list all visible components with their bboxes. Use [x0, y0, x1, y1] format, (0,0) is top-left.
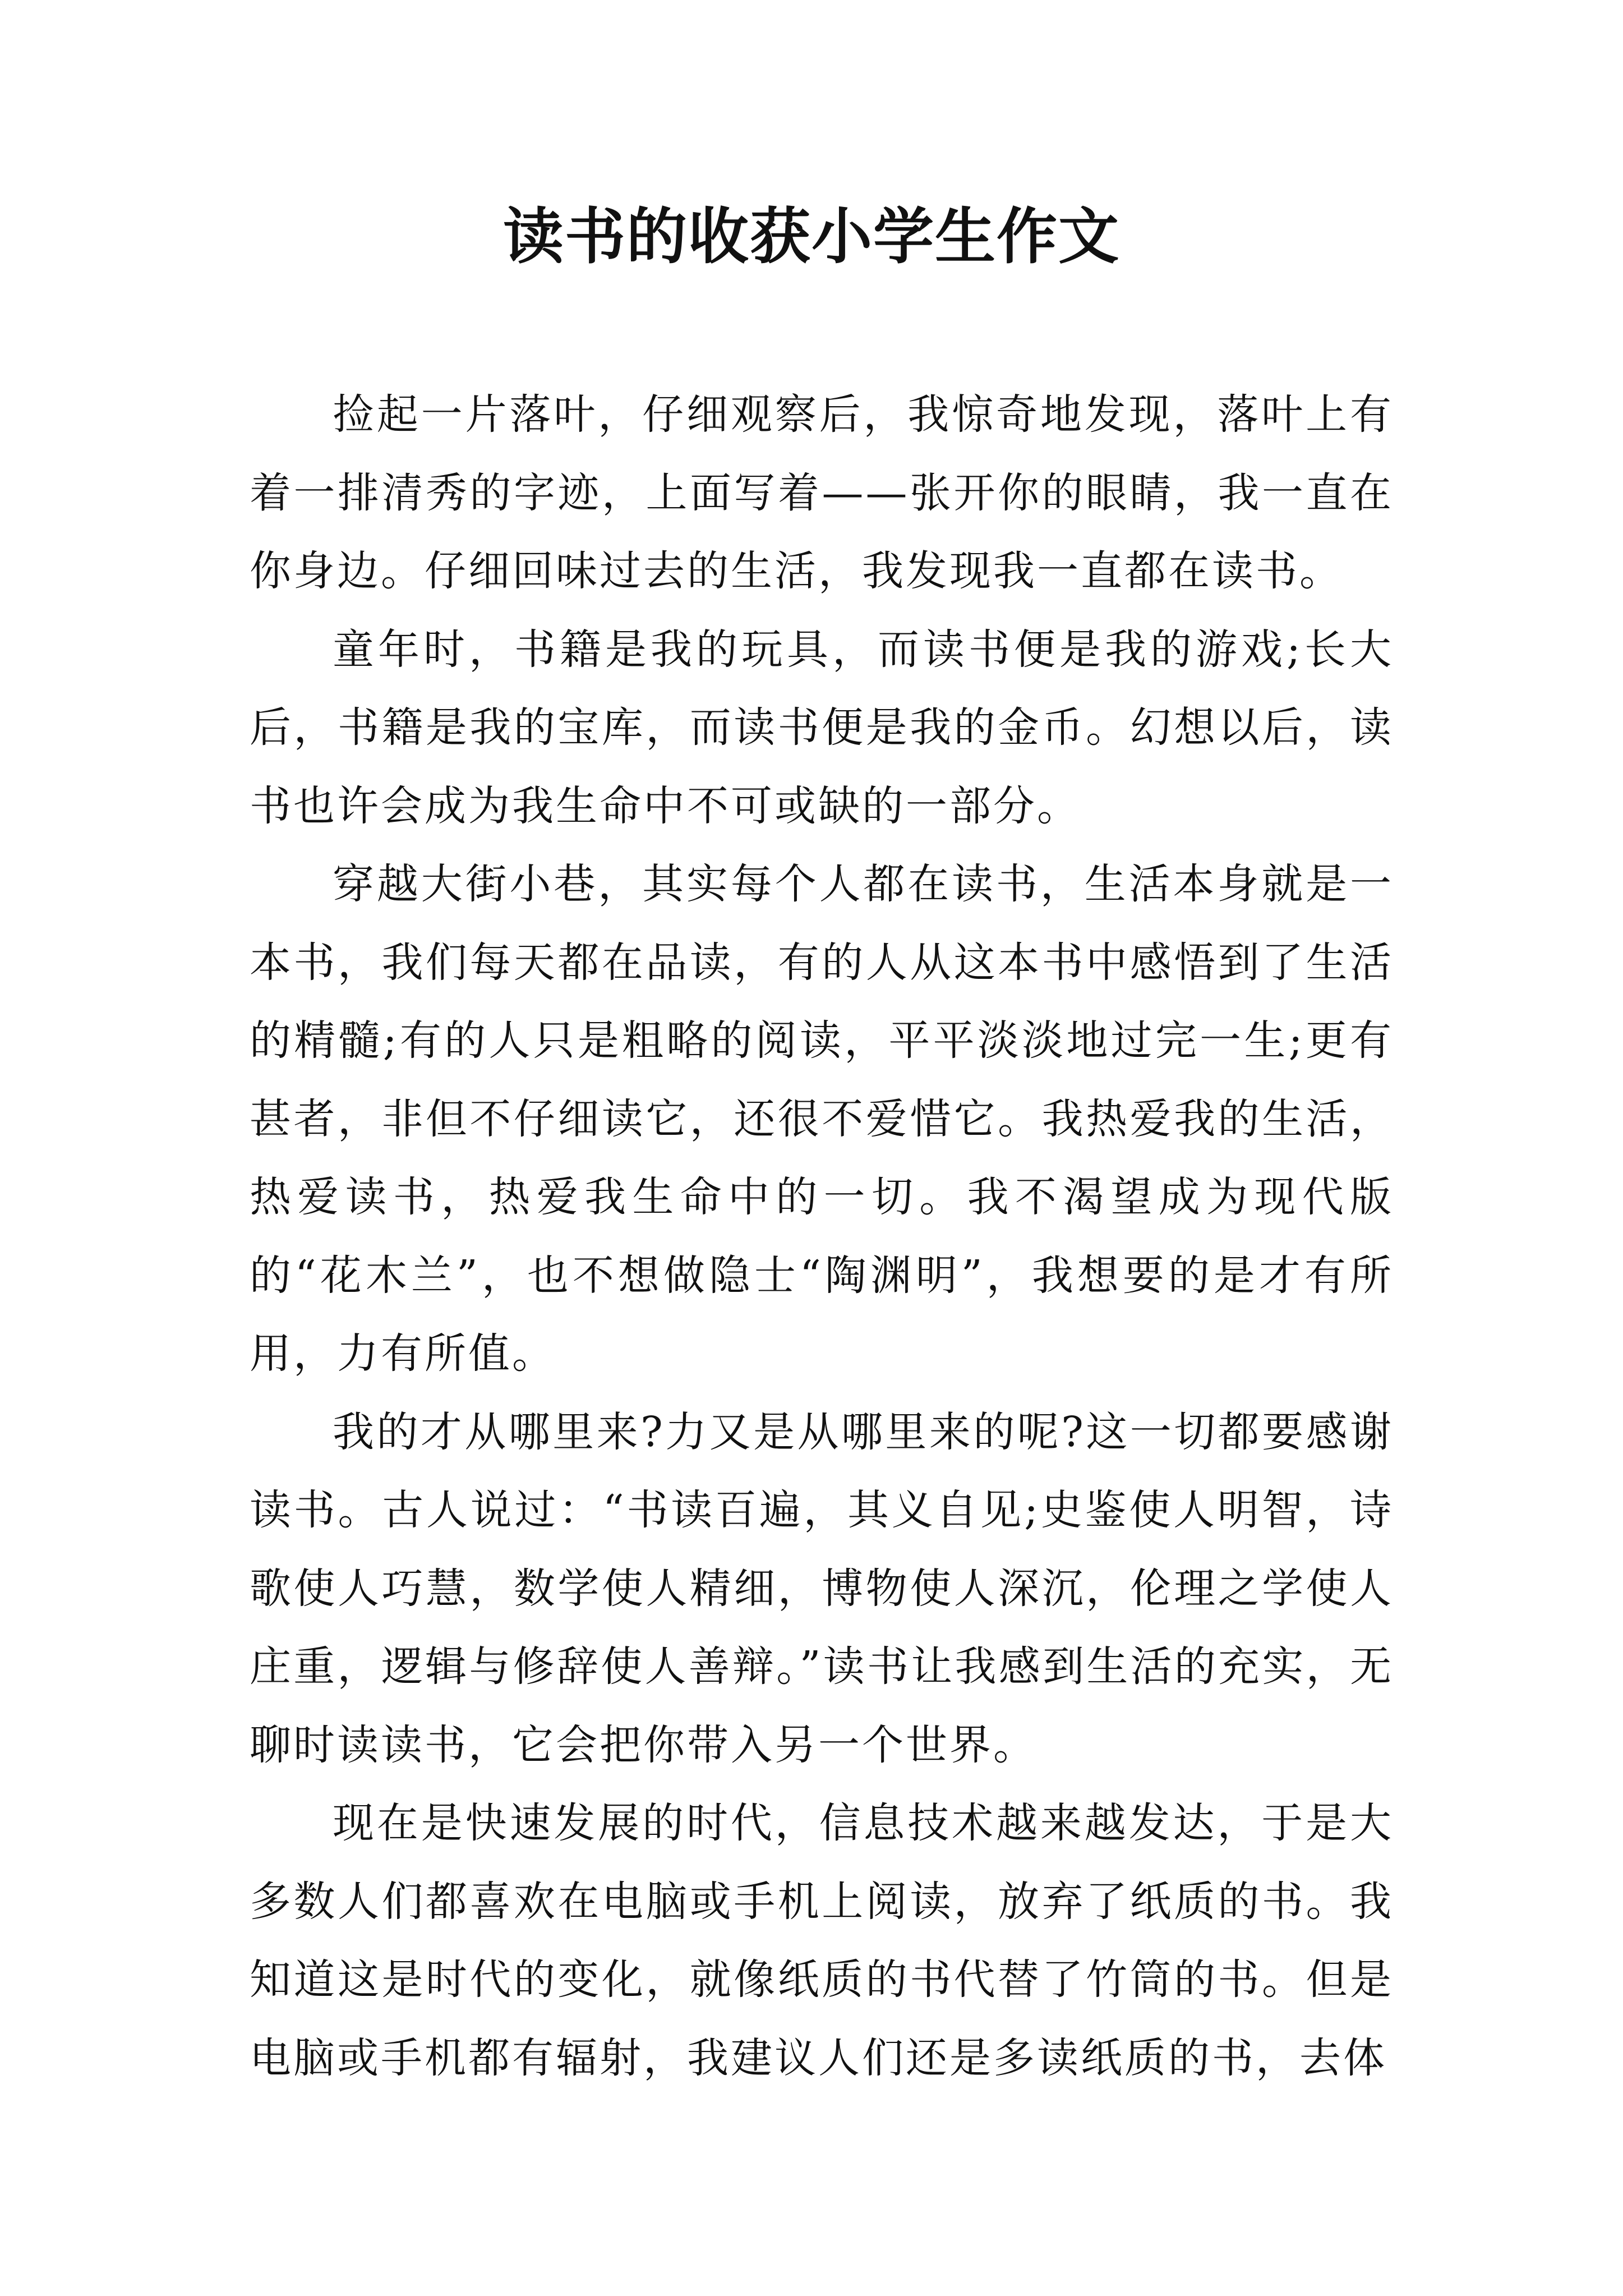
document-title: 读书的收获小学生作文: [502, 201, 1120, 272]
paragraph-2: 童年时，书籍是我的玩具，而读书便是我的游戏;长大后，书籍是我的宝库，而读书便是我的金币。幻想以后，读书也许会成为我生命中不可或缺的一部分。: [250, 625, 1394, 830]
paragraph-5: 现在是快速发展的时代，信息技术越来越发达，于是大多数人们都喜欢在电脑或手机上阅读，放弃了纸质的书。我知道这是时代的变化，就像纸质的书代替了竹筒的书。但是电脑或手机都有辐射，我建议人们还是多读纸质的书，去体: [250, 1799, 1394, 2082]
paragraph-4: 我的才从哪里来?力又是从哪里来的呢?这一切都要感谢读书。古人说过：“书读百遍，其义自见;史鉴使人明智，诗歌使人巧慧，数学使人精细，博物使人深沉，伦理之学使人庄重，逻辑与修辞使人善辩。”读书让我感到生活的充实，无聊时读读书，它会把你带入另一个世界。: [250, 1407, 1394, 1769]
paragraph-1: 捡起一片落叶，仔细观察后，我惊奇地发现，落叶上有着一排清秀的字迹，上面写着——张开你的眼睛，我一直在你身边。仔细回味过去的生活，我发现我一直都在读书。: [250, 390, 1394, 595]
document-body: [250, 376, 1394, 2097]
paragraph-3: 穿越大街小巷，其实每个人都在读书，生活本身就是一本书，我们每天都在品读，有的人从这本书中感悟到了生活的精髓;有的人只是粗略的阅读，平平淡淡地过完一生;更有甚者，非但不仔细读它，还很不爱惜它。我热爱我的生活，热爱读书，热爱我生命中的一切。我不渴望成为现代版的“花木兰”，也不想做隐士“陶渊明”，我想要的是才有所用，力有所值。: [250, 860, 1394, 1378]
